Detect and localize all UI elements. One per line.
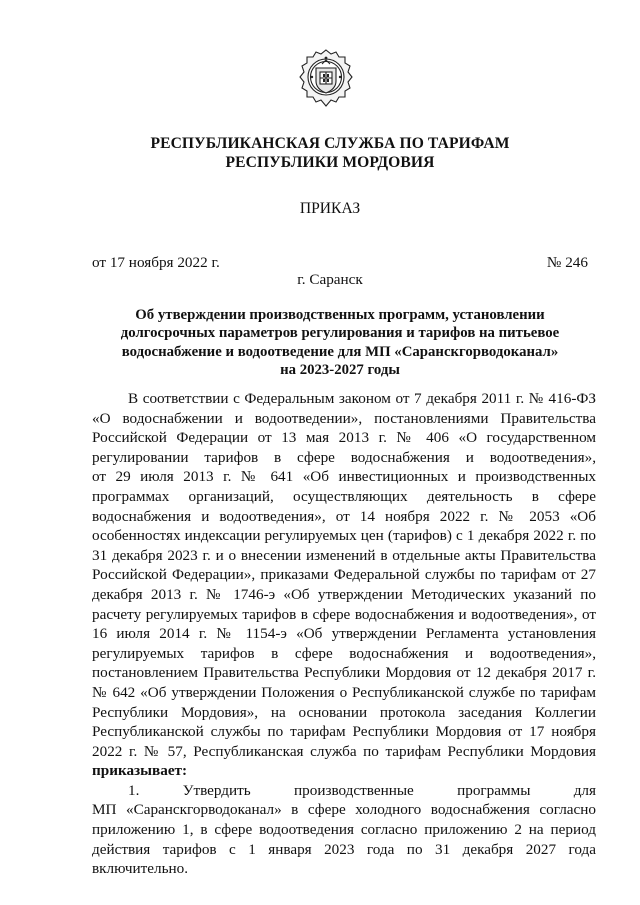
document-body <box>92 389 596 879</box>
body-line: 2022 г. № 57, Республиканская служба по тарифам Республики Мордовия <box>92 742 596 760</box>
body-line: Российской Федерации», приказами Федеральной службы по тарифам от 27 <box>92 566 596 584</box>
body-line: Республиканской службы по тарифам Республики Мордовия от 17 ноября <box>92 723 596 741</box>
body-line: В соответствии с Федеральным законом от 7 декабря 2011 г. № 416-ФЗ <box>128 390 596 407</box>
body-line: расчету регулируемых тарифов в сфере водоснабжения и водоотведения», от <box>92 605 596 623</box>
body-line: особенностях индексации регулируемых цен (тарифов) с 1 декабря 2022 г. по <box>92 527 596 545</box>
body-line: постановлением Правительства Республики Мордовия от 12 декабря 2017 г. <box>92 664 596 682</box>
item1-line: 1. Утвердить производственные программы для <box>128 781 596 799</box>
body-line: от 29 июля 2013 г. № 641 «Об инвестиционных и производственных <box>92 468 596 486</box>
agency-name-line1: РЕСПУБЛИКАНСКАЯ СЛУЖБА ПО ТАРИФАМ <box>150 135 510 152</box>
coat-of-arms-icon <box>298 48 354 110</box>
body-line: программах организаций, осуществляющих деятельность в сфере <box>92 487 596 505</box>
body-line: «О водоснабжении и водоотведении», постановлениями Правительства <box>92 409 596 427</box>
agency-name-line2: РЕСПУБЛИКИ МОРДОВИЯ <box>225 154 435 171</box>
item1-line: включительно. <box>92 860 189 878</box>
resolution-word <box>92 761 596 781</box>
title-line: на 2023-2027 годы <box>280 362 400 379</box>
document-city: г. Саранск <box>297 271 363 288</box>
title-line: долгосрочных параметров регулирования и тарифов на питьевое <box>120 325 560 342</box>
body-line: регулировании тарифов в сфере водоснабжения и водоотведения», <box>92 448 596 466</box>
body-line: регулируемых тарифов в сфере водоснабжения и водоотведения», <box>92 644 596 662</box>
body-line: 16 июля 2014 г. № 1154-э «Об утверждении Регламента установления <box>92 625 596 643</box>
body-line: водоснабжения и водоотведения», от 14 ноября 2022 г. № 2053 «Об <box>92 507 596 525</box>
body-line: 31 декабря 2023 г. и о внесении изменений в отдельные акты Правительства <box>92 546 596 564</box>
document-type: ПРИКАЗ <box>299 200 361 217</box>
document-title <box>90 306 590 380</box>
agency-name <box>80 134 580 172</box>
title-line: Об утверждении производственных программ, установлении <box>135 307 545 323</box>
document-date: от 17 ноября 2022 г. <box>92 254 220 271</box>
body-line: декабря 2013 г. № 1746-э «Об утверждении Методических указаний по <box>92 585 596 603</box>
resolution-word-text: приказывает: <box>92 762 188 780</box>
body-line: № 642 «Об утверждении Положения о Республиканской службе по тарифам <box>92 683 596 701</box>
body-line: Российской Федерации от 13 мая 2013 г. № 406 «О государственном <box>92 429 596 447</box>
body-line: Республики Мордовия», на основании протокола заседания Коллегии <box>92 703 596 721</box>
document-number: № 246 <box>546 254 588 271</box>
title-line: водоснабжение и водоотведение для МП «Саранскгорводоканал» <box>121 343 559 360</box>
item1-line: МП «Саранскгорводоканал» в сфере холодного водоснабжения согласно <box>92 801 596 819</box>
date-number-row <box>92 254 588 272</box>
item1-line: приложению 1, в сфере водоотведения согласно приложению 2 на период <box>92 821 596 839</box>
item1-line: действия тарифов с 1 января 2023 года по 31 декабря 2027 года <box>92 840 596 858</box>
